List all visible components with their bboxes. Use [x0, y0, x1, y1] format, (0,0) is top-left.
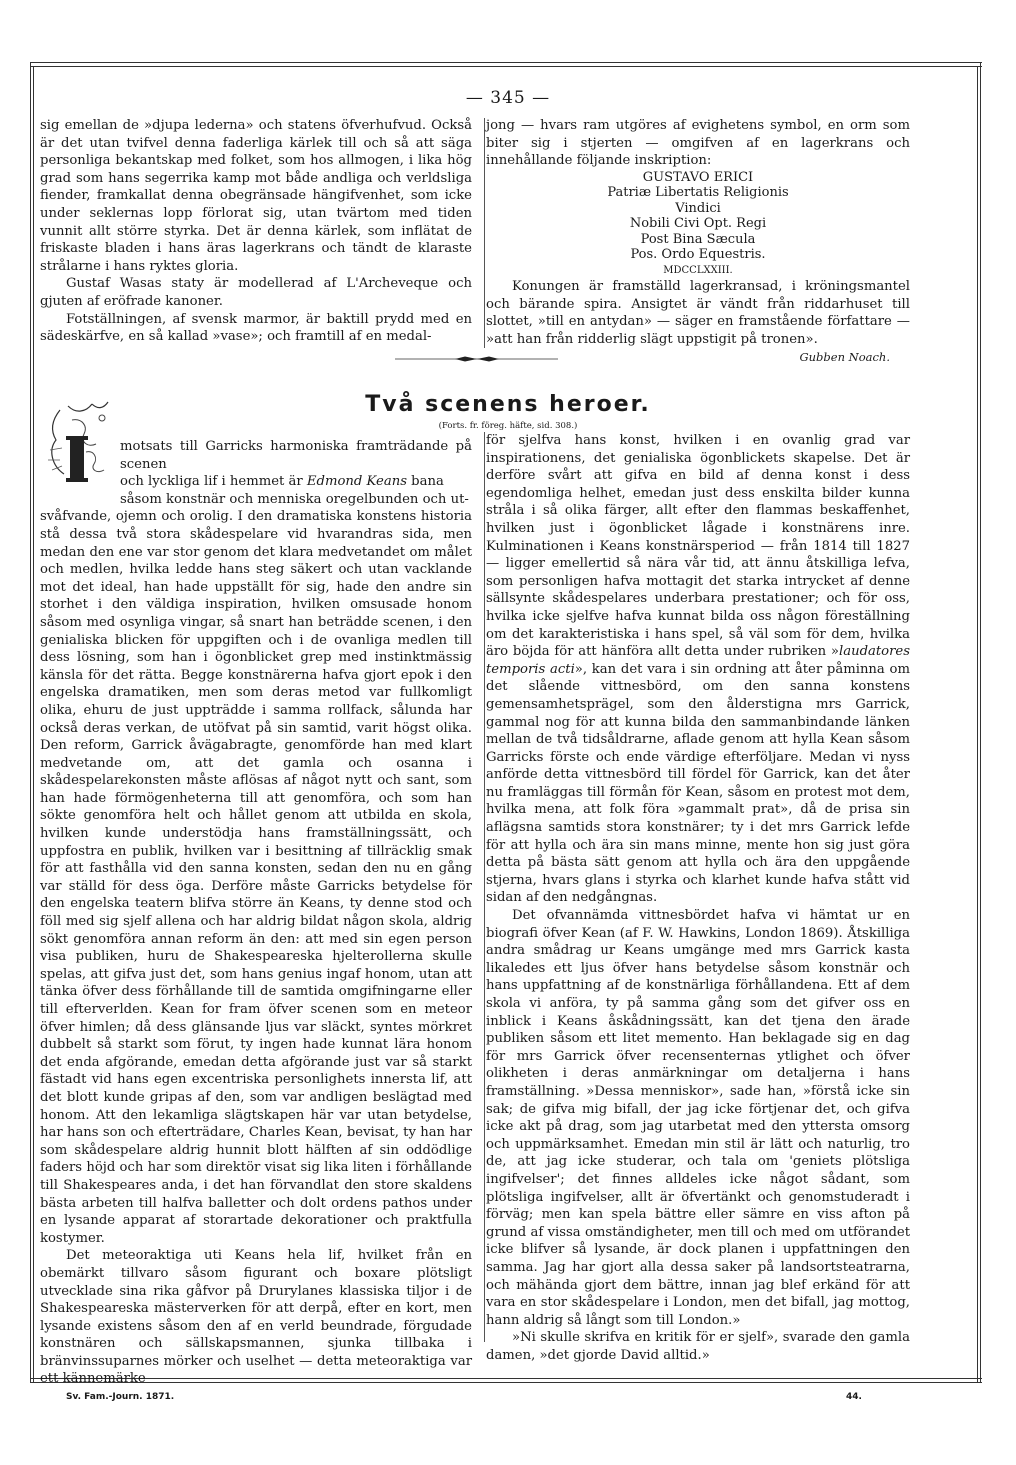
article-left-paragraph-1: svåfvande, ojemn och orolig. I den dramatiska konstens historia stå dessa två stora skådespelare vid hvarandras sida, men medan den ene var stor genom det klara medvetandet om målet och medlen, hvilka ledde hans steg säkert och utan vacklande mot det ideal, han hade uppställt för sig, hade den andre sin storhet i den väldiga inspiration, hvilken omsusade honom såsom med osynliga vingar, så snart han beträdde scenen, i den genialiska blicken för uppgiften och i de ovanliga medlen till dess lösning, som han i ögonblicket grep med instinktmässig känsla för det rätta. Begge konstnärerna hafva gjort epok i den engelska dramatiken, men som deras metod var fullkomligt olika, ehuru de just uppträdde i samma rollfack, sålunda har också deras verkan, de utöfvat på sin samtid, varit högst olika. Den reform, Garrick åvägabragte, genomförde han med klart medvetande om, att det gamla och osanna i skådespelarekonsten måste aflösas af något nytt och sant, som han hade förmögenheterna till att genomföra, och som han sökte genomföra helt och hållet genom att utbilda en skola, hvilken kunde understödja hans framställningssätt, och uppfostra en publik, hvilken var i besittning af tillräcklig smak för att fasthålla vid den sanna konsten, sedan den nu en gång var ställd för dess öga. Derföre måste Garricks betydelse för den engelska teatern blifva större än Keans, ty denne stod och föll med sig sjelf allena och har aldrig bildat någon skola, aldrig sökt genomföra annan reform än den: att med sin egen person visa publiken, huru de Shakespeareska hjelterollerna skulle spelas, att gifva just det, som hans genius ingaf honom, utan att tänka öfver dess förhållande till de samtida omgifningarne eller till efterverlden. Kean for fram öfver scenen som en meteor öfver himlen; då dess glänsande ljus var släckt, syntes mörkret dubbelt så starkt som förut, ty ingen hade kunnat lära honom det enda afgörande, emedan detta afgörande just var så starkt fästadt vid hans egen excentriska personlighets innersta lif, att det blott kunde gripas af den, som var andligen beslägtad med honom. Att den lekamliga slägtskapen här var utan betydelse, har hans son och efterträdare, Charles Kean, bevisat, ty han har som skådespelare aldrig hunnit blott hälften af sin oddödlige faders höjd och har som direktör visat sig lika liten i förhållande till Shakespeares anda, i det han förvandlat den store skaldens bästa arbeten till halfva balletter och dolt ordens pathos under en lysande apparat af storartade dekorationer och praktfulla kostymer.: [40, 509, 472, 1246]
top-right-column: [486, 117, 910, 366]
article-left-column: [40, 438, 472, 1388]
inscription-line: Nobili Civi Opt. Regi: [629, 216, 767, 232]
author-signature: Gubben Noach.: [799, 349, 890, 364]
inscription-line: Post Bina Sæcula: [640, 231, 756, 247]
top-left-paragraph-2: Gustaf Wasas staty är modellerad af L'Archeveque och gjuten af eröfrade kanoner.: [40, 276, 472, 309]
top-column-divider: [484, 118, 485, 348]
frame-right: [980, 62, 981, 1382]
inscription-line: GUSTAVO ERICI: [642, 169, 754, 185]
footer-sheet-number: 44.: [846, 1392, 862, 1402]
first-line: motsats till Garricks harmoniska framträdande på scenen: [120, 439, 472, 472]
inscription-line: Patriæ Libertatis Religionis: [607, 185, 789, 201]
section-separator-ornament: [395, 356, 558, 362]
frame-top-rule-inner: [30, 66, 982, 67]
name-edmond-kean: Edmond Keans: [306, 474, 407, 490]
top-left-paragraph-3: Fotställningen, af svensk marmor, är baktill prydd med en sädeskärfve, en så kallad »vase»; och framtill af en medal-: [40, 311, 472, 345]
top-right-intro: jong — hvars ram utgöres af evighetens symbol, en orm som biter sig i stjerten — omgifven af en lagerkrans och innehållande följande inskription:: [486, 118, 910, 169]
article-right-paragraph-2: Det ofvannämda vittnesbördet hafva vi hämtat ur en biografi öfver Kean (af F. W. Hawkins, London 1869). Åtskilliga andra smådrag ur Keans umgänge med mrs Garrick kasta likaledes ett ljus öfver hans betydelse såsom konstnär och hans uppfattning af de konstnärliga förhållandena. Ett af dem skola vi anföra, ty på samma gång som det gifver oss en inblick i Keans åskådningssätt, kan det tjena den ärade publiken såsom ett litet memento. Han beklagade sig en dag för mrs Garrick öfver recensenternas ytlighet och öfver olikheten i deras anmärkningar om detaljerna i hans framställning. »Dessa menniskor», sade han, »förstå icke sin sak; de gifva mig bifall, der jag icke förtjenar det, och gifva icke akt på drag, som jag utarbetat med den yttersta omsorg och uppmärksamhet. Emedan min stil är lätt och naturlig, tro de, att jag icke studerar, och tala om 'geniets plötsliga ingifvelser'; det finnes alldeles icke något sådant, som plötsliga ingifvelser, allt är öfvertänkt och genomstuderadt i förväg; men kan spela bättre eller sämre en viss afton på grund af vissa omständigheter, men till och med om utförandet icke blifver så lysande, är dock planen i uppfattningen den samma. Jag har gjort alla dessa saker på landsortsteatrarna, och mähända gjort dem bättre, innan jag blef erkänd för att vara en stor skådespelare i London, men det bifall, jag mottog, hann aldrig så långt som till London.»: [486, 908, 910, 1328]
top-right-paragraph: Konungen är framställd lagerkransad, i kröningsmantel och bärande spira. Ansigtet är vändt från riddarhuset till slottet, »till en antydan» — säger en framstående författare — »att han från ridderlig slägt uppstigit på tronen».: [486, 279, 910, 348]
frame-top-rule: [30, 62, 982, 63]
inscription-year: MDCCLXXIII.: [663, 264, 733, 276]
inscription-line: Vindici: [675, 200, 721, 216]
inscription-line: Pos. Ordo Equestris.: [630, 247, 766, 263]
second-line: och lyckliga lif i hemmet är Edmond Keans bana: [120, 474, 444, 490]
top-left-paragraph-1: sig emellan de »djupa lederna» och statens öfverhufvud. Också är det utan tvifvel denna faderliga kärlek till och så att säga personliga bekantskap med folket, som hos allmogen, i lika hög grad som hans segerrika kamp mot både andliga och verldsliga fiender, framkallat denna obegränsade hängifvenhet, som icke under seklernas lopp förlorat sig, utan tvärtom med tiden vunnit allt större styrka. Det är denna kärlek, som inflätat de friskaste bladen i hans äras lagerkrans och tändt de klaraste strålarne i hans ryktes gloria.: [40, 118, 472, 274]
article-column-divider: [484, 432, 485, 1342]
frame-left-inner: [33, 66, 34, 1382]
third-line: såsom konstnär och menniska oregelbunden och ut-: [120, 491, 469, 507]
article-title: Två scenens heroer.: [365, 392, 651, 417]
article-subtitle: (Forts. fr. föreg. häfte, sid. 308.): [438, 421, 578, 431]
inscription: [486, 170, 910, 279]
frame-left: [30, 62, 31, 1382]
dropcap-wrapped-lines: [40, 438, 472, 508]
article-left-paragraph-2: Det meteoraktiga uti Keans hela lif, hvilket från en obemärkt tillvaro såsom figurant och boxare plötsligt utvecklade sina rika gåfvor på Drurylanes klassiska tiljor i de Shakespeareska mästerverken för att derpå, efter en kort, men lysande existens såsom den af en verld beundrade, förgudade konstnären och sällskapsmannen, sjunka tillbaka i bränvinssuparnes mörker och uselhet — detta meteoraktiga var ett kännemärke: [40, 1248, 472, 1387]
latin-phrase: laudatores temporis acti: [486, 644, 910, 677]
page-number: — 345 —: [465, 88, 551, 108]
top-left-column: [40, 117, 472, 346]
article-right-column: [486, 432, 910, 1364]
frame-right-inner: [977, 66, 978, 1382]
footer-journal: Sv. Fam.-Journ. 1871.: [66, 1392, 175, 1402]
article-right-paragraph-3: »Ni skulle skrifva en kritik för er sjelf», svarade den gamla damen, »det gjorde David alltid.»: [486, 1330, 910, 1363]
article-right-paragraph-1: för sjelfva hans konst, hvilken i en ovanlig grad var inspirationens, det genialiska ögonblickets skapelse. Det är derföre svårt att gifva en bild af denna konst i dess egendomliga helhet, emedan just dess enskilta bilder kunna stråla i så olika färger, allt efter den flammas beskaffenhet, hvilken just i ögonblicket lågade i konstnärens inre. Kulminationen i Keans konstnärsperiod — från 1814 till 1827 — ligger emellertid så nära vår tid, att ännu åtskilliga lefva, som personligen hafva mottagit det starka intrycket af denne sällsynte skådespelares underbara prestationer; och för oss, hvilka icke sjelfve hafva kunnat bilda oss någon föreställning om det karakteristiska i hans spel, så väl som för dem, hvilka äro böjda för att hänföra allt detta under rubriken »laudatores temporis acti», kan det vara i sin ordning att åter påminna om det slående vittnesbörd, om den sanna konstens gemensamhetsprägel, som den ålderstigna mrs Garrick, gammal nog för att kunna bilda den sammanbindande länken mellan de två tidsåldrarne, aflade genom att hylla Kean såsom Garricks förste och ende värdige efterföljare. Medan vi nyss anförde detta vittnesbörd till fördel för Garrick, kan det åter nu framläggas till förmån för Kean, såsom en protest mot dem, hvilka mena, att folk föra »gammalt prat», då de prisa sin aflägsna samtids stora konstnärer; ty i det mrs Garrick lefde för att hylla och ära sin mans minne, mente hon sig just göra detta på bästa sätt genom att hylla och ära den uppgående stjerna, hvars glans i styrka och klarhet kunde hafva stått vid sidan af den nedgångnas.: [486, 433, 910, 906]
